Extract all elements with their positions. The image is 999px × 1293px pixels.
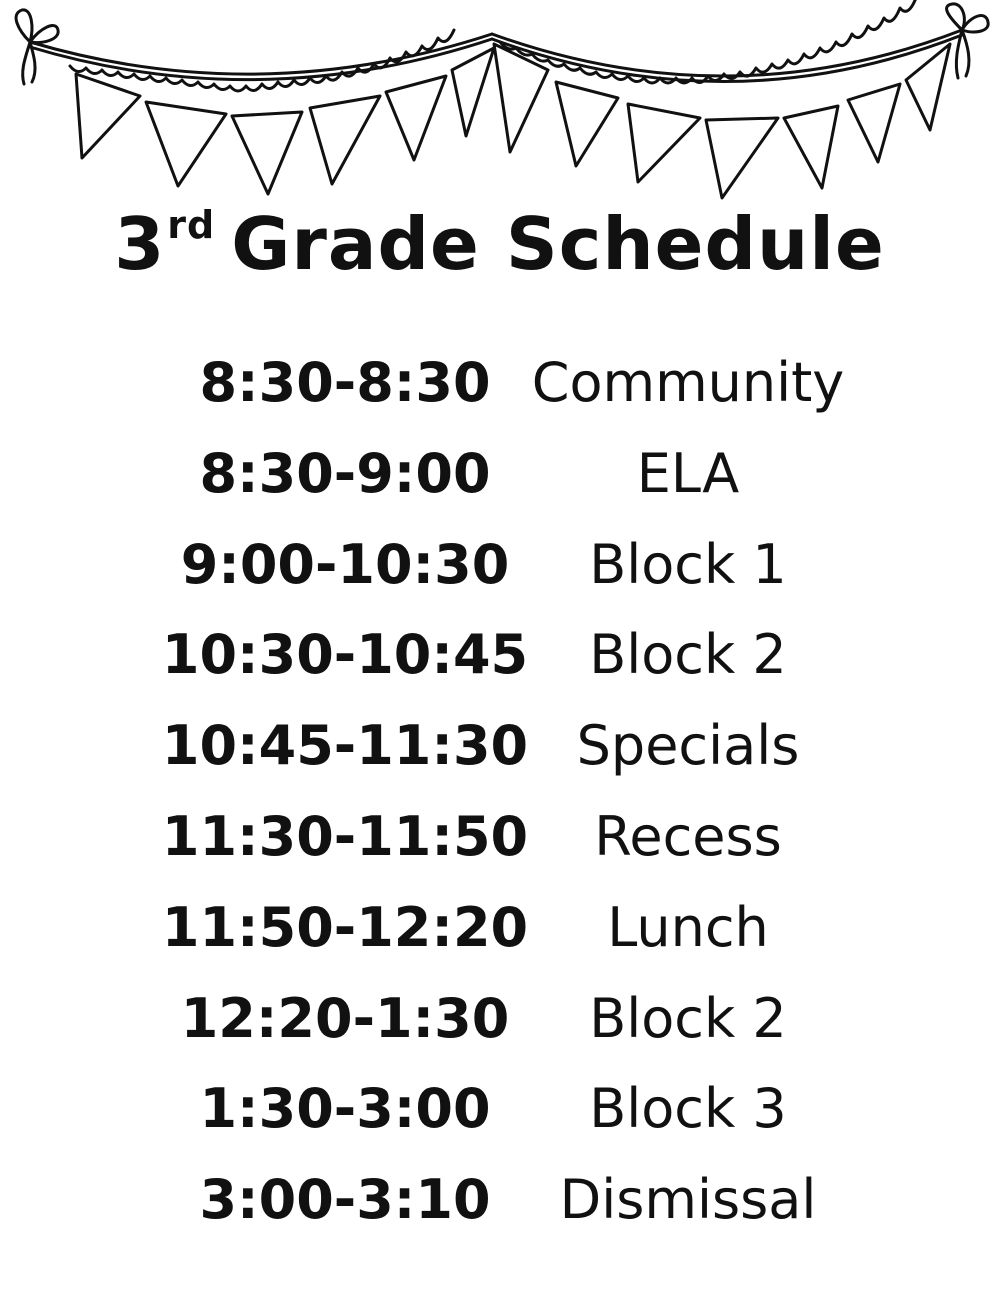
activity-name: Block 2 [589, 623, 787, 687]
schedule-row [0, 520, 999, 611]
pennant-flag [848, 84, 900, 162]
activity-name: ELA [636, 441, 740, 505]
activity-name: Block 2 [589, 986, 787, 1050]
time-slot: 11:50-12:20 [161, 895, 529, 959]
time-slot: 8:30-8:30 [199, 351, 491, 414]
page-title [0, 196, 999, 292]
schedule-row [0, 1064, 999, 1155]
pennant-flag [706, 118, 778, 198]
activity-name: Recess [594, 804, 782, 868]
pennant-flag [146, 102, 226, 186]
schedule-row [0, 610, 999, 701]
time-slot: 10:45-11:30 [161, 714, 529, 778]
activity-name: Specials [576, 714, 800, 778]
activity-name: Dismissal [559, 1168, 817, 1232]
pennant-flag [452, 48, 494, 136]
bunting-banner [0, 0, 999, 200]
pennant-flag [906, 44, 950, 130]
activity-name: Lunch [607, 895, 769, 959]
title-text: Grade Schedule [231, 202, 885, 286]
schedule-row [0, 701, 999, 792]
time-slot: 9:00-10:30 [180, 532, 510, 596]
time-slot: 1:30-3:00 [199, 1077, 491, 1141]
title-number: 3 [114, 202, 166, 286]
activity-name: Block 3 [589, 1077, 787, 1141]
pennant-flag [386, 76, 446, 160]
schedule-list [0, 338, 999, 1246]
pennant-flag [76, 74, 140, 158]
pennant-flag [784, 106, 838, 188]
activity-name: Community [531, 351, 845, 414]
activity-name: Block 1 [589, 532, 787, 596]
schedule-row [0, 338, 999, 429]
right-bow-icon [947, 4, 989, 78]
schedule-row [0, 974, 999, 1065]
pennant-flag [232, 112, 302, 194]
time-slot: 11:30-11:50 [161, 804, 529, 868]
pennant-flag [310, 96, 380, 184]
time-slot: 12:20-1:30 [180, 986, 510, 1050]
title-ordinal-suffix: rd [167, 203, 216, 247]
schedule-row [0, 429, 999, 520]
pennant-flag [556, 82, 618, 166]
time-slot: 10:30-10:45 [161, 623, 529, 687]
time-slot: 3:00-3:10 [199, 1168, 491, 1232]
pennant-flag [628, 104, 700, 182]
schedule-row [0, 1155, 999, 1246]
schedule-row [0, 792, 999, 883]
time-slot: 8:30-9:00 [199, 441, 491, 505]
schedule-row [0, 883, 999, 974]
